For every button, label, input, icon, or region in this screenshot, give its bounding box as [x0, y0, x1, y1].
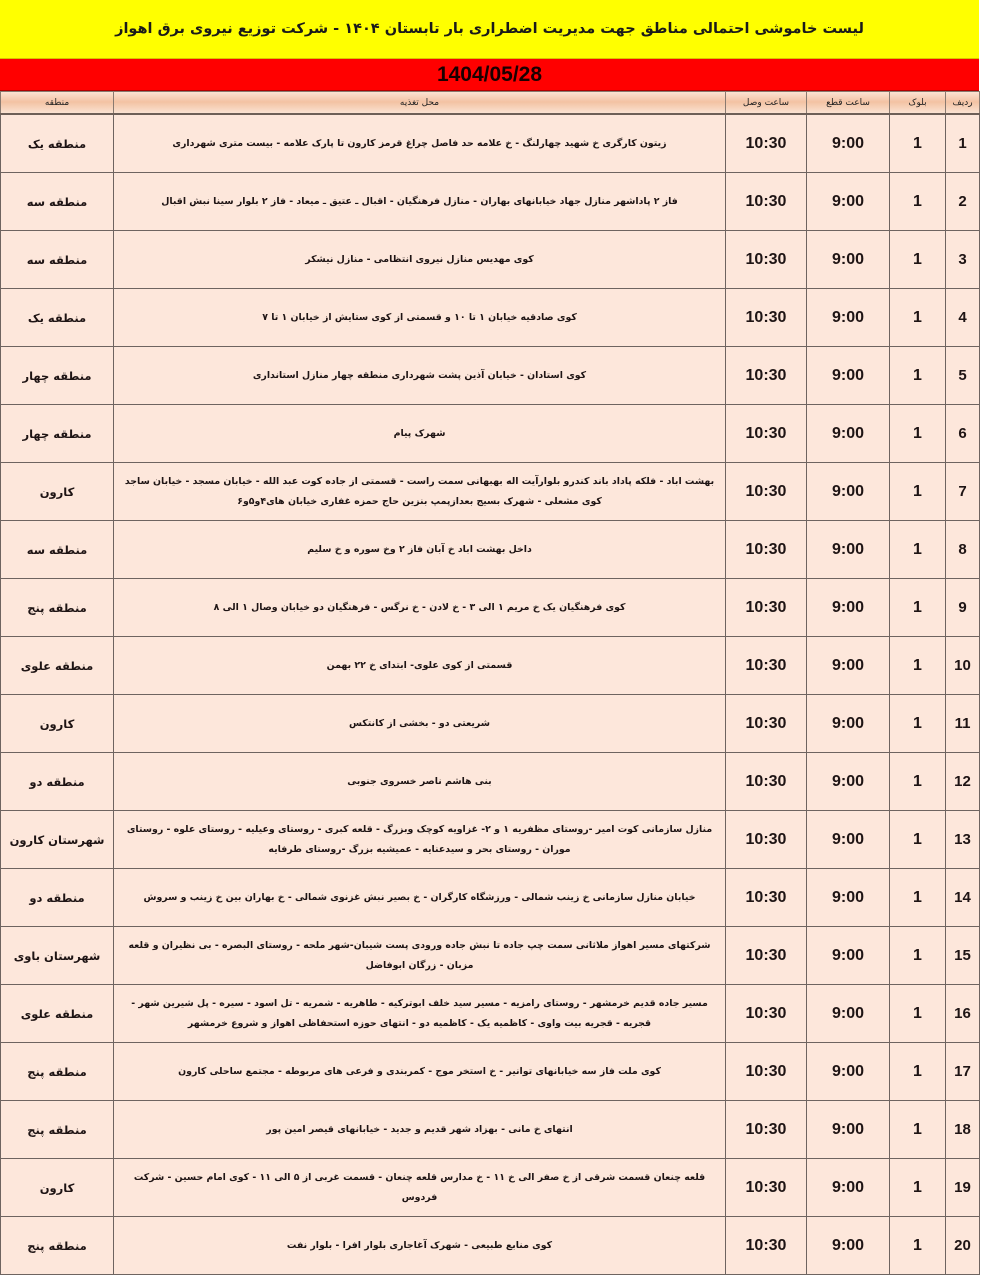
cut-time-cell: 9:00	[807, 753, 890, 811]
table-header-row	[1, 92, 980, 115]
block-cell: 1	[890, 927, 946, 985]
restore-time-cell: 10:30	[726, 811, 807, 869]
block-cell: 1	[890, 521, 946, 579]
location-cell: شرکتهای مسیر اهواز ملاثانی سمت چپ جاده تا نبش جاده ورودی پست شیبان-شهر ملحه - روستای البصره - بی نظیران و قلعه مزبان - زرگان ابوفاضل	[114, 927, 726, 985]
row-number-cell: 9	[946, 579, 980, 637]
location-cell: کوی مهدیس منازل نیروی انتظامی - منازل نیشکر	[114, 231, 726, 289]
location-cell: خیابان منازل سازمانی خ زینب شمالی - ورزشگاه کارگران - خ بصیر نبش غزنوی شمالی - خ بهاران بین خ زینب و سروش	[114, 869, 726, 927]
restore-time-cell: 10:30	[726, 347, 807, 405]
table-row	[1, 753, 980, 811]
location-cell: بهشت اباد - فلکه پاداد باند کندرو بلوارآیت اله بهبهانی سمت راست - قسمتی از جاده کوت عبد الله - خیابان مسجد - خیابان ساجد کوی مشعلی - شهرک بسیج بعدازپمپ بنزین حاج حمزه غفاری خیابان های۴و۵و۶	[114, 463, 726, 521]
page-title: لیست خاموشی احتمالی مناطق جهت مدیریت اضطراری بار تابستان ۱۴۰۴ - شرکت توزیع نیروی برق اهواز	[115, 21, 864, 37]
cut-time-cell: 9:00	[807, 579, 890, 637]
title-banner	[0, 0, 979, 59]
cut-time-cell: 9:00	[807, 1101, 890, 1159]
restore-time-cell: 10:30	[726, 695, 807, 753]
table-row	[1, 231, 980, 289]
restore-time-cell: 10:30	[726, 869, 807, 927]
location-cell: انتهای خ مانی - بهزاد شهر قدیم و جدید - خیابانهای قیصر امین پور	[114, 1101, 726, 1159]
column-header-block: بلوک	[890, 92, 946, 115]
cut-time-cell: 9:00	[807, 1159, 890, 1217]
cut-time-cell: 9:00	[807, 637, 890, 695]
location-cell: کوی فرهنگیان یک خ مریم ۱ الی ۳ - خ لادن - خ نرگس - فرهنگیان دو خیابان وصال ۱ الی ۸	[114, 579, 726, 637]
cut-time-cell: 9:00	[807, 347, 890, 405]
table-row	[1, 114, 980, 173]
block-cell: 1	[890, 1217, 946, 1275]
region-cell: منطقه علوی	[1, 985, 114, 1043]
region-cell: شهرستان باوی	[1, 927, 114, 985]
block-cell: 1	[890, 695, 946, 753]
region-cell: منطقه دو	[1, 753, 114, 811]
row-number-cell: 1	[946, 114, 980, 173]
column-header-cut-time: ساعت قطع	[807, 92, 890, 115]
cut-time-cell: 9:00	[807, 927, 890, 985]
cut-time-cell: 9:00	[807, 114, 890, 173]
row-number-cell: 7	[946, 463, 980, 521]
block-cell: 1	[890, 1101, 946, 1159]
column-header-location: محل تغذیه	[114, 92, 726, 115]
table-row	[1, 1101, 980, 1159]
row-number-cell: 15	[946, 927, 980, 985]
region-cell: منطقه یک	[1, 114, 114, 173]
restore-time-cell: 10:30	[726, 405, 807, 463]
region-cell: کارون	[1, 463, 114, 521]
region-cell: منطقه یک	[1, 289, 114, 347]
schedule-date: 1404/05/28	[436, 62, 543, 86]
table-row	[1, 1217, 980, 1275]
restore-time-cell: 10:30	[726, 1101, 807, 1159]
cut-time-cell: 9:00	[807, 463, 890, 521]
row-number-cell: 18	[946, 1101, 980, 1159]
row-number-cell: 8	[946, 521, 980, 579]
cut-time-cell: 9:00	[807, 695, 890, 753]
region-cell: منطقه سه	[1, 521, 114, 579]
table-row	[1, 405, 980, 463]
row-number-cell: 17	[946, 1043, 980, 1101]
block-cell: 1	[890, 173, 946, 231]
restore-time-cell: 10:30	[726, 1043, 807, 1101]
row-number-cell: 3	[946, 231, 980, 289]
block-cell: 1	[890, 231, 946, 289]
block-cell: 1	[890, 405, 946, 463]
region-cell: منطقه چهار	[1, 347, 114, 405]
row-number-cell: 4	[946, 289, 980, 347]
table-row	[1, 811, 980, 869]
region-cell: منطقه چهار	[1, 405, 114, 463]
location-cell: زیتون کارگری خ شهید چهارلنگ - خ علامه حد فاصل چراغ قرمز کارون تا پارک علامه - بیست متری شهرداری	[114, 114, 726, 173]
cut-time-cell: 9:00	[807, 811, 890, 869]
block-cell: 1	[890, 1159, 946, 1217]
restore-time-cell: 10:30	[726, 579, 807, 637]
region-cell: منطقه پنج	[1, 1217, 114, 1275]
restore-time-cell: 10:30	[726, 463, 807, 521]
table-row	[1, 637, 980, 695]
region-cell: کارون	[1, 695, 114, 753]
row-number-cell: 14	[946, 869, 980, 927]
table-row	[1, 927, 980, 985]
location-cell: داخل بهشت اباد خ آبان فاز ۲ وخ سوره و خ سلیم	[114, 521, 726, 579]
region-cell: منطقه پنج	[1, 1043, 114, 1101]
row-number-cell: 10	[946, 637, 980, 695]
restore-time-cell: 10:30	[726, 985, 807, 1043]
cut-time-cell: 9:00	[807, 1217, 890, 1275]
cut-time-cell: 9:00	[807, 173, 890, 231]
block-cell: 1	[890, 579, 946, 637]
location-cell: فاز ۲ پاداشهر منازل جهاد خیابانهای بهاران - منازل فرهنگیان - اقبال ـ عتیق ـ میعاد - فاز ۲ بلوار سینا نبش اقبال	[114, 173, 726, 231]
row-number-cell: 5	[946, 347, 980, 405]
cut-time-cell: 9:00	[807, 1043, 890, 1101]
table-row	[1, 695, 980, 753]
restore-time-cell: 10:30	[726, 114, 807, 173]
restore-time-cell: 10:30	[726, 1159, 807, 1217]
location-cell: کوی منابع طبیعی - شهرک آغاجاری بلوار افرا - بلوار نفت	[114, 1217, 726, 1275]
region-cell: منطقه علوی	[1, 637, 114, 695]
region-cell: منطقه پنج	[1, 579, 114, 637]
region-cell: منطقه سه	[1, 231, 114, 289]
restore-time-cell: 10:30	[726, 1217, 807, 1275]
table-row	[1, 463, 980, 521]
table-row	[1, 985, 980, 1043]
location-cell: منازل سازمانی کوت امیر -روستای مظفریه ۱ و ۲- غزاویه کوچک وبزرگ - قلعه کبری - روستای وعیلیه - روستای علوه - روستای موران - روستای بحر و سیدعنایه - عمیشیه بزرگ -روستای طرفایه	[114, 811, 726, 869]
restore-time-cell: 10:30	[726, 289, 807, 347]
table-row	[1, 579, 980, 637]
table-row	[1, 1043, 980, 1101]
row-number-cell: 12	[946, 753, 980, 811]
location-cell: مسیر جاده قدیم خرمشهر - روستای رامزیه - مسیر سید خلف ابوترکیه - طاهریه - شمریه - تل اسود - سیره - پل شیرین شهر - قجریه - قجریه بیت واوی - کاظمیه یک - کاظمیه دو - انتهای حوزه استحفاظی اهواز و شروع خرمشهر	[114, 985, 726, 1043]
row-number-cell: 20	[946, 1217, 980, 1275]
location-cell: کوی صادقیه خیابان ۱ تا ۱۰ و قسمتی از کوی ستایش از خیابان ۱ تا ۷	[114, 289, 726, 347]
location-cell: بنی هاشم ناصر خسروی جنوبی	[114, 753, 726, 811]
block-cell: 1	[890, 1043, 946, 1101]
cut-time-cell: 9:00	[807, 985, 890, 1043]
column-header-restore-time: ساعت وصل	[726, 92, 807, 115]
location-cell: قسمتی از کوی علوی- ابتدای خ ۲۲ بهمن	[114, 637, 726, 695]
block-cell: 1	[890, 289, 946, 347]
restore-time-cell: 10:30	[726, 231, 807, 289]
table-row	[1, 1159, 980, 1217]
region-cell: منطقه پنج	[1, 1101, 114, 1159]
cut-time-cell: 9:00	[807, 289, 890, 347]
region-cell: کارون	[1, 1159, 114, 1217]
table-row	[1, 869, 980, 927]
row-number-cell: 19	[946, 1159, 980, 1217]
table-row	[1, 289, 980, 347]
table-row	[1, 347, 980, 405]
block-cell: 1	[890, 753, 946, 811]
restore-time-cell: 10:30	[726, 521, 807, 579]
row-number-cell: 13	[946, 811, 980, 869]
cut-time-cell: 9:00	[807, 231, 890, 289]
location-cell: شریعتی دو - بخشی از کانتکس	[114, 695, 726, 753]
table-row	[1, 173, 980, 231]
block-cell: 1	[890, 114, 946, 173]
restore-time-cell: 10:30	[726, 637, 807, 695]
column-header-region: منطقه	[1, 92, 114, 115]
block-cell: 1	[890, 637, 946, 695]
row-number-cell: 2	[946, 173, 980, 231]
date-banner	[0, 59, 979, 91]
row-number-cell: 6	[946, 405, 980, 463]
block-cell: 1	[890, 463, 946, 521]
restore-time-cell: 10:30	[726, 173, 807, 231]
row-number-cell: 11	[946, 695, 980, 753]
location-cell: کوی استادان - خیابان آذین پشت شهرداری منطقه چهار منازل استانداری	[114, 347, 726, 405]
region-cell: منطقه سه	[1, 173, 114, 231]
location-cell: کوی ملت فاز سه خیابانهای توانیر - خ استخر موج - کمربندی و فرعی های مربوطه - مجتمع ساحلی کارون	[114, 1043, 726, 1101]
cut-time-cell: 9:00	[807, 521, 890, 579]
table-row	[1, 521, 980, 579]
column-header-row-number: ردیف	[946, 92, 980, 115]
restore-time-cell: 10:30	[726, 753, 807, 811]
region-cell: منطقه دو	[1, 869, 114, 927]
outage-table	[0, 91, 980, 1275]
cut-time-cell: 9:00	[807, 869, 890, 927]
region-cell: شهرستان کارون	[1, 811, 114, 869]
restore-time-cell: 10:30	[726, 927, 807, 985]
block-cell: 1	[890, 347, 946, 405]
location-cell: شهرک پیام	[114, 405, 726, 463]
block-cell: 1	[890, 869, 946, 927]
block-cell: 1	[890, 985, 946, 1043]
cut-time-cell: 9:00	[807, 405, 890, 463]
row-number-cell: 16	[946, 985, 980, 1043]
location-cell: قلعه چنعان قسمت شرقی از خ صفر الی خ ۱۱ - خ مدارس قلعه چنعان - قسمت غربی از ۵ الی ۱۱ - کوی امام حسین - شرکت فردوس	[114, 1159, 726, 1217]
block-cell: 1	[890, 811, 946, 869]
